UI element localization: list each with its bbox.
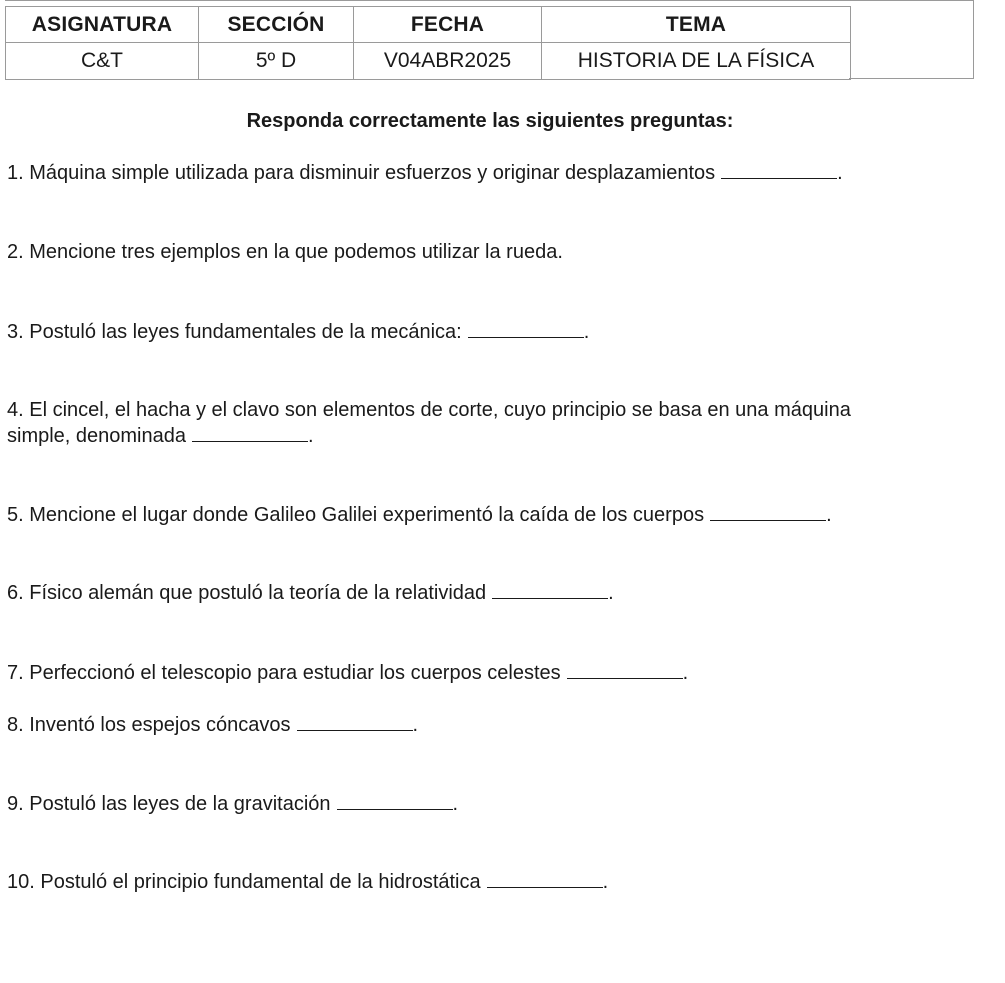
question-8-suffix: . (412, 714, 419, 736)
question-9 (7, 791, 982, 817)
question-7-suffix: . (682, 662, 689, 684)
header-row (6, 7, 851, 43)
question-10-text: 10. Postuló el principio fundamental de la hidrostática (7, 871, 481, 893)
question-10-suffix: . (602, 871, 609, 893)
question-2 (7, 240, 982, 265)
question-1-answer-blank[interactable] (721, 160, 837, 179)
question-5 (7, 502, 982, 528)
header-fecha: FECHA (354, 7, 542, 43)
question-8-text: 8. Inventó los espejos cóncavos (7, 714, 291, 736)
question-9-suffix: . (452, 793, 459, 815)
value-seccion: 5º D (199, 43, 354, 80)
question-10-answer-blank[interactable] (487, 869, 603, 888)
header-seccion: SECCIÓN (199, 7, 354, 43)
question-6-suffix: . (608, 582, 614, 604)
question-8-answer-blank[interactable] (297, 712, 413, 731)
question-7 (7, 660, 982, 686)
question-3-answer-blank[interactable] (468, 319, 584, 338)
question-2-text: 2. Mencione tres ejemplos en la que podemos utilizar la rueda. (7, 241, 563, 263)
question-3-suffix: . (583, 321, 590, 343)
question-4-text: 4. El cincel, el hacha y el clavo son elementos de corte, cuyo principio se basa en una máquina (7, 399, 851, 421)
question-1-suffix: . (837, 162, 843, 184)
value-tema: HISTORIA DE LA FÍSICA (542, 43, 851, 80)
question-5-text: 5. Mencione el lugar donde Galileo Galilei experimentó la caída de los cuerpos (7, 504, 705, 526)
question-9-text: 9. Postuló las leyes de la gravitación (7, 793, 331, 815)
question-6 (7, 580, 982, 606)
question-5-suffix: . (826, 504, 832, 526)
question-10 (7, 869, 982, 895)
question-9-answer-blank[interactable] (337, 791, 453, 810)
header-table (5, 6, 851, 80)
question-6-text: 6. Físico alemán que postuló la teoría de la relatividad (7, 582, 487, 604)
header-right-box (849, 0, 974, 79)
instructions-heading: Responda correctamente las siguientes preguntas: (246, 110, 734, 132)
question-8 (7, 712, 982, 738)
question-1-text: 1. Máquina simple utilizada para disminuir esfuerzos y originar desplazamientos (7, 162, 716, 184)
question-5-answer-blank[interactable] (710, 502, 826, 521)
question-4-suffix: . (308, 425, 314, 447)
header-top-border (5, 0, 974, 1)
question-4-text-line2: simple, denominada (7, 425, 186, 447)
question-1 (7, 160, 982, 186)
question-6-answer-blank[interactable] (492, 580, 608, 599)
value-fecha: V04ABR2025 (354, 43, 542, 80)
question-4 (7, 398, 982, 449)
question-4-answer-blank[interactable] (192, 423, 308, 442)
header-asignatura: ASIGNATURA (6, 7, 199, 43)
question-7-answer-blank[interactable] (567, 660, 683, 679)
header-tema: TEMA (542, 7, 851, 43)
value-asignatura: C&T (6, 43, 199, 80)
question-3-text: 3. Postuló las leyes fundamentales de la mecánica: (7, 321, 462, 343)
question-7-text: 7. Perfeccionó el telescopio para estudiar los cuerpos celestes (7, 662, 561, 684)
question-3 (7, 319, 982, 345)
values-row (6, 43, 851, 80)
